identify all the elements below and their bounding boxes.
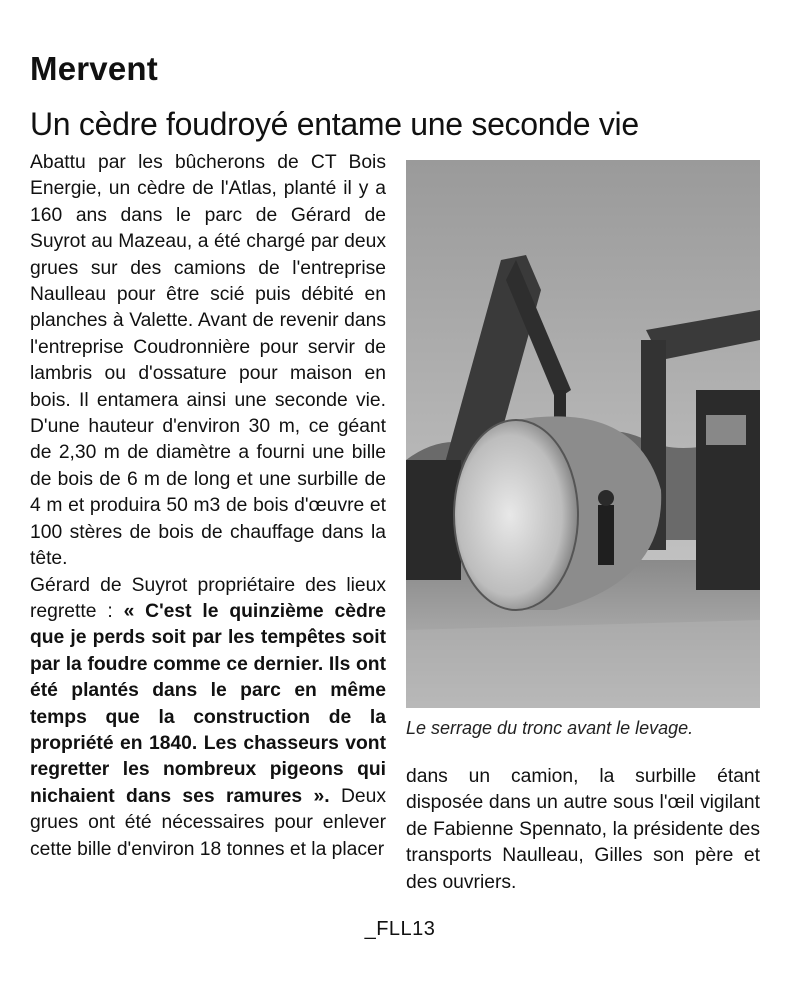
headline: Un cèdre foudroyé entame une seconde vie <box>30 106 639 142</box>
article-body-right-column <box>406 764 760 896</box>
page-footer-code: _FLL13 <box>364 918 436 940</box>
article-paragraph <box>30 573 386 863</box>
article-body-left-column <box>30 150 386 863</box>
body-left-tail: Deux grues ont été nécessaires pour enlever cette bille d'environ 18 tonnes et la placer <box>30 785 387 860</box>
article-photo <box>406 160 760 708</box>
photo-caption: Le serrage du tronc avant le levage. <box>406 718 694 738</box>
body-right: dans un camion, la surbille étant disposée dans un autre sous l'œil vigilant de Fabienne Spennato, la présidente des transports Naulleau, Gilles son père et des ouvriers. <box>406 766 760 893</box>
article-paragraph <box>30 150 386 573</box>
body-quote: « C'est le quinzième cèdre que je perds soit par les tempêtes soit par la foudre comme ce dernier. Ils ont été plantés dans le parc en même temps que la construction de la propriété en 1840. Les chasseurs vont regretter les nombreux pigeons qui nichaient dans ses ramures ». <box>30 600 386 807</box>
photo-illustration <box>406 160 760 708</box>
body-intro: Abattu par les bûcherons de CT Bois Energie, un cèdre de l'Atlas, planté il y a 160 ans dans le parc de Gérard de Suyrot au Mazeau, a été chargé par deux grues sur des camions de l'entreprise Naulleau pour être scié puis débité en planches à Valette. Avant de revenir dans l'entreprise Coudronnière pour servir de lambris ou d'ossature pour maison en bois. Il entamera ainsi une seconde vie. D'une hauteur d'environ 30 m, ce géant de 2,30 m de diamètre a fourni une bille de bois de 6 m de long et une surbille de 4 m et produira 50 m3 de bois d'œuvre et 100 stères de bois de chauffage dans la tête. <box>30 152 386 570</box>
locality-title: Mervent <box>30 50 158 87</box>
body-quote-lead: Gérard de Suyrot propriétaire des lieux regrette : <box>30 574 386 622</box>
